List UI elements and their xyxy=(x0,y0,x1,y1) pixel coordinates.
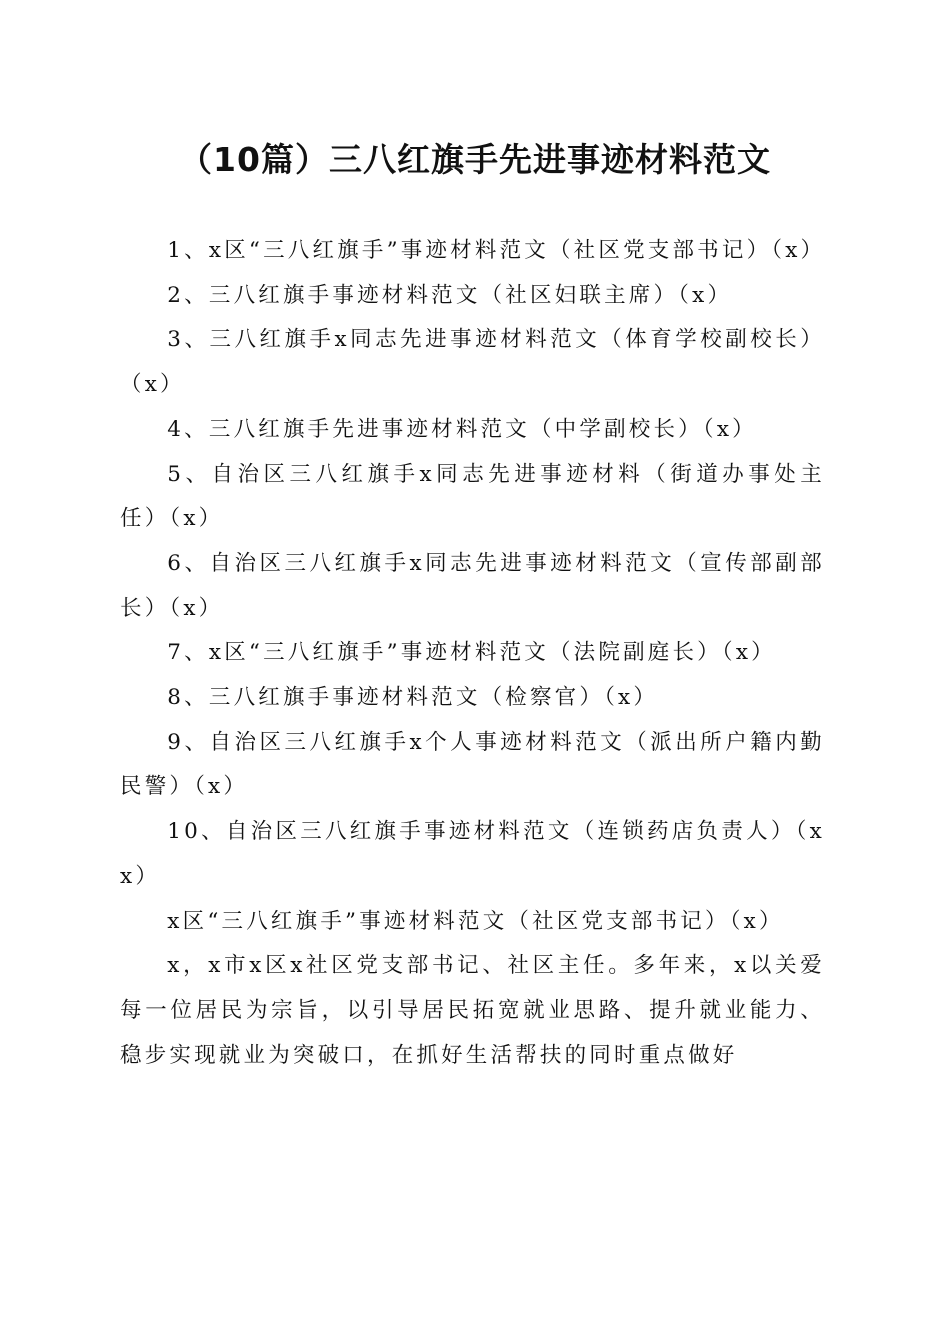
toc-item-6: 6、自治区三八红旗手x同志先进事迹材料范文（宣传部副部长）（x） xyxy=(120,550,825,621)
toc-item-3: 3、三八红旗手x同志先进事迹材料范文（体育学校副校长）（x） xyxy=(120,327,825,398)
toc-item-5: 5、自治区三八红旗手x同志先进事迹材料（街道办事处主任）（x） xyxy=(120,461,825,532)
section-heading: x区“三八红旗手”事迹材料范文（社区党支部书记）（x） xyxy=(167,908,784,934)
document-title: （10篇）三八红旗手先进事迹材料范文 xyxy=(179,140,771,179)
toc-item-8: 8、三八红旗手事迹材料范文（检察官）（x） xyxy=(167,685,659,711)
toc-item-1: 1、x区“三八红旗手”事迹材料范文（社区党支部书记）（x） xyxy=(167,238,826,263)
toc-item-4: 4、三八红旗手先进事迹材料范文（中学副校长）（x） xyxy=(167,416,757,442)
toc-item-9: 9、自治区三八红旗手x个人事迹材料范文（派出所户籍内勤民警）（x） xyxy=(120,729,825,800)
intro-paragraph: x，x市x区x社区党支部书记、社区主任。多年来，x以关爱每一位居民为宗旨，以引导居民拓宽就业思路、提升就业能力、稳步实现就业为突破口，在抓好生活帮扶的同时重点做好 xyxy=(120,953,825,1068)
toc-item-7: 7、x区“三八红旗手”事迹材料范文（法院副庭长）（x） xyxy=(167,640,776,666)
toc-item-2: 2、三八红旗手事迹材料范文（社区妇联主席）（x） xyxy=(167,282,733,308)
toc-item-10: 10、自治区三八红旗手事迹材料范文（连锁药店负责人）（xx） xyxy=(120,819,825,889)
document-body xyxy=(120,229,825,1078)
